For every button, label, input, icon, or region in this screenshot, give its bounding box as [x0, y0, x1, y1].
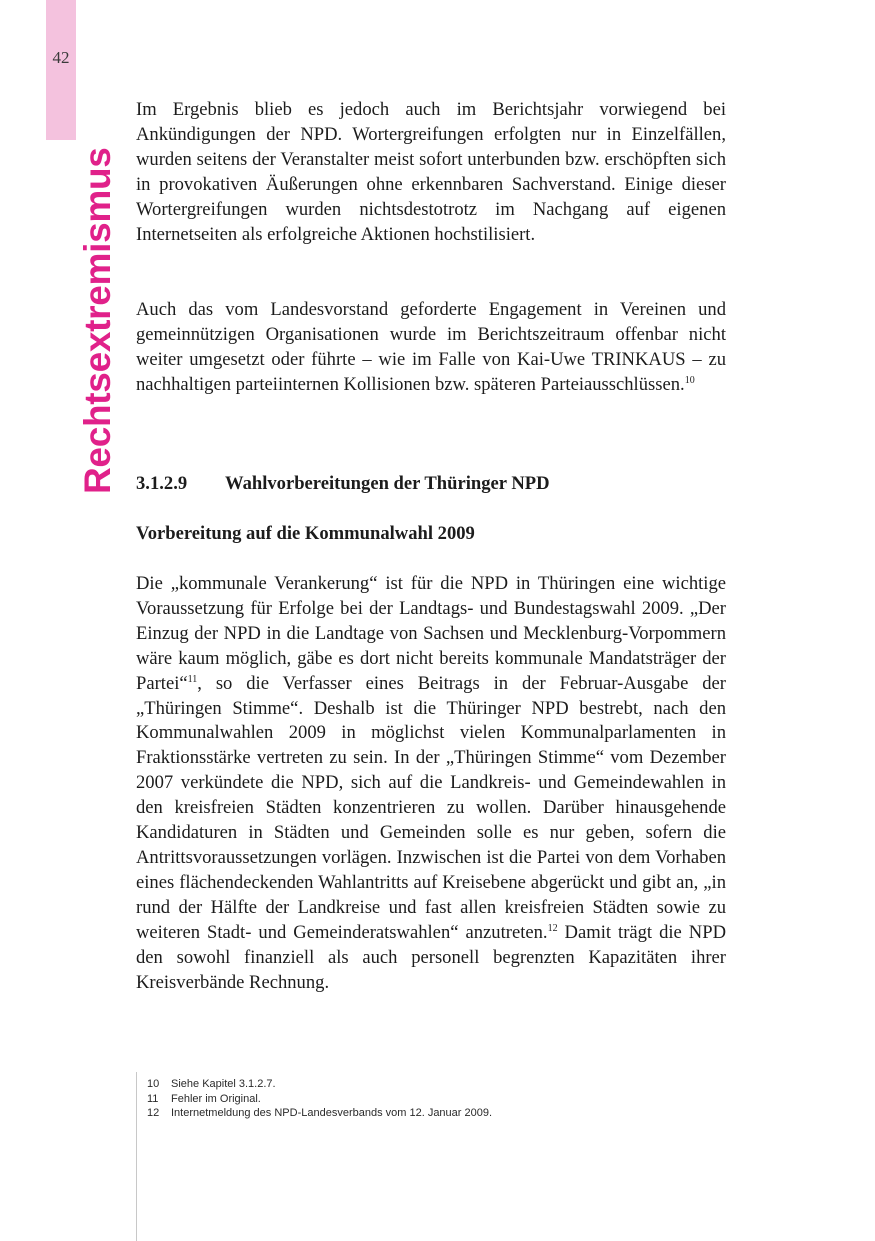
footnote-number: 12 — [147, 1107, 160, 1119]
body-paragraph-1: Im Ergebnis blieb es jedoch auch im Berichtsjahr vorwiegend bei Ankündigungen der NPD. Wortergreifungen erfolgten nur in Einzelfällen, wurden seitens der Veranstalter meist sofort unterbunden bzw. erschöpften sich in provokativen Äußerungen ohne erkennbaren Sachverstand. Einige dieser Wortergreifungen wurden nichtsdestotrotz im Nachgang auf eigenen Internetseiten als erfolgreiche Aktionen hochstilisiert. — [136, 99, 726, 245]
section-heading — [136, 472, 550, 496]
section-title: Wahlvorbereitungen der Thüringer NPD — [225, 473, 550, 494]
section-number: 3.1.2.9 — [136, 473, 188, 494]
chapter-side-label: Rechtsextremismus — [77, 147, 118, 494]
body-paragraph-3-part-2: , so die Verfasser eines Beitrags in der Februar-Ausgabe der „Thüringen Stimme“. Deshalb ist die Thüringer NPD bestrebt, nach den Kommunalwahlen 2009 in möglichst vielen Kommunalparlamenten in Fraktionsstärke vertreten zu sein. In der „Thüringen Stimme“ vom Dezember 2007 verkündete die NPD, sich auf die Landkreis- und Gemeindewahlen in den kreisfreien Städten konzentrieren zu wollen. Darüber hinausgehende Kandidaturen in Städten und Gemeinden solle es nur geben, sofern die Antrittsvoraussetzungen vorlägen. Inzwischen ist die Partei von dem Vorhaben eines flächendeckenden Wahlantritts auf Kreisebene abgerückt und gibt an, „in rund der Hälfte der Landkreise und fast allen kreisfreien Städten sowie zu weiteren Stadt- und Gemeinderatswahlen“ anzutreten. — [136, 672, 726, 943]
footnote-item — [147, 1106, 707, 1121]
footnote-text: Internetmeldung des NPD-Landesverbands vom 12. Januar 2009. — [171, 1107, 493, 1119]
body-paragraph-2 — [136, 298, 726, 398]
body-paragraph-3-part-1: Die „kommunale Verankerung“ ist für die NPD in Thüringen eine wichtige Voraussetzung für Erfolge bei der Landtags- und Bundestagswahl 2009. „Der Einzug der NPD in die Landtage von Sachsen und Mecklenburg-Vorpommern wäre kaum möglich, gäbe es dort nicht bereits kommunale Mandatsträger der Partei“ — [136, 573, 726, 694]
subsection-heading: Vorbereitung auf die Kommunalwahl 2009 — [136, 523, 475, 544]
footnote-ref-10: 10 — [684, 374, 695, 386]
page-number: 42 — [52, 48, 70, 67]
footnote-item — [147, 1077, 707, 1092]
footnote-item — [147, 1092, 707, 1107]
footnote-number: 10 — [147, 1078, 160, 1090]
footnote-ref-12: 12 — [547, 922, 558, 934]
body-paragraph-3 — [136, 572, 726, 995]
footnotes — [147, 1077, 707, 1121]
footnote-number: 11 — [147, 1092, 159, 1105]
chapter-color-band — [46, 0, 76, 140]
footnote-ref-11: 11 — [187, 673, 198, 685]
body-paragraph-2-text: Auch das vom Landesvorstand geforderte Engagement in Vereinen und gemeinnützigen Organisationen wurde im Berichtszeitraum offenbar nicht weiter umgesetzt oder führte – wie im Falle von Kai-Uwe TRINKAUS – zu nachhaltigen parteiinternen Kollisionen bzw. späteren Parteiausschlüssen. — [136, 299, 726, 395]
footnote-text: Siehe Kapitel 3.1.2.7. — [171, 1078, 276, 1090]
footnote-margin-rule — [136, 1072, 137, 1241]
body-paragraph-3-part-3: Damit trägt die NPD den sowohl finanziell als auch personell begrenzten Kapazitäten ihrer Kreisverbände Rechnung. — [136, 921, 726, 993]
footnote-text: Fehler im Original. — [171, 1092, 261, 1105]
